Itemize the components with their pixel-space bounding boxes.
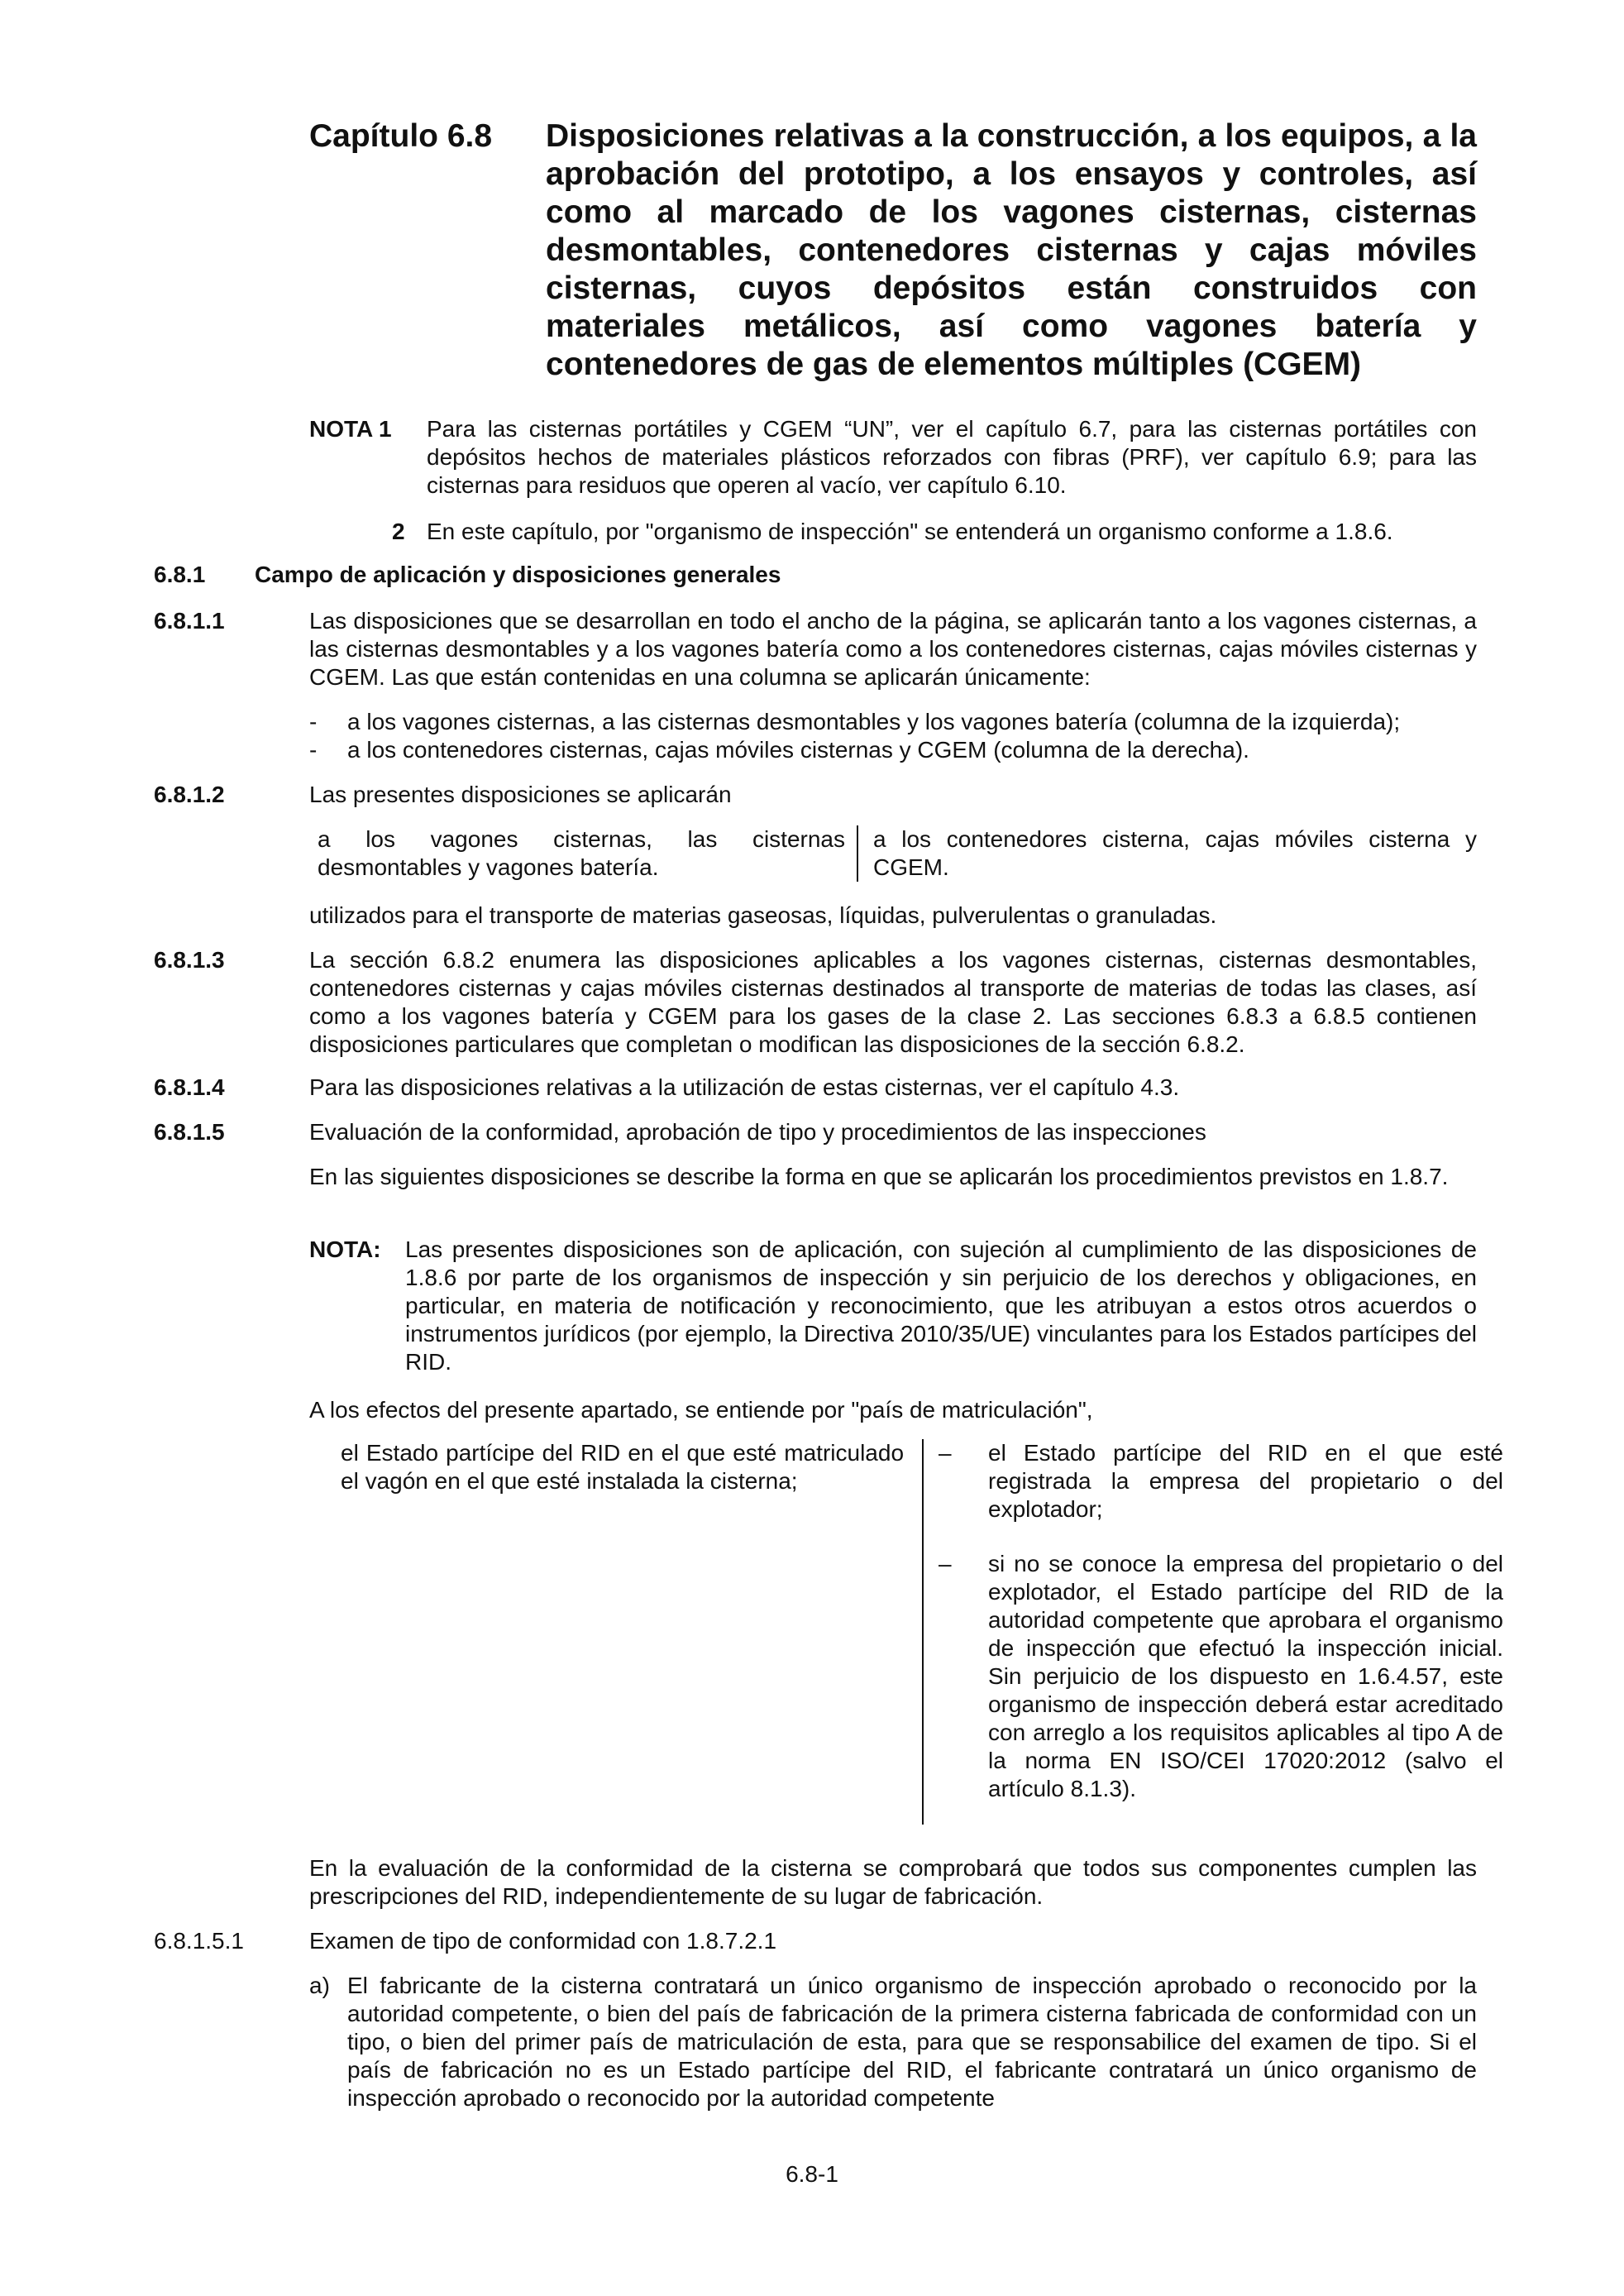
dash-marker: -	[309, 709, 318, 734]
section-6-8-1-5-note-text: Las presentes disposiciones son de aplicación, con sujeción al cumplimiento de las disposiciones de 1.8.6 por parte de los organismos de inspección y sin perjuicio de los derechos y obligaciones, en particular, en materia de notificación y reconocimiento, que les atribuyan a estos otros acuerdos o instrumentos jurídicos (por ejemplo, la Directiva 2010/35/UE) vinculantes para los Estados partícipes del RID.	[405, 1236, 1477, 1375]
right-column-item-text: si no se conoce la empresa del propietario o del explotador, el Estado partícipe del RID de la autoridad competente que aprobara el organismo de inspección que efectuó la inspección inicial. Sin perjuicio de los dispuesto en 1.6.4.57, este organismo de inspección deberá estar acreditado con arreglo a los requisitos aplicables al tipo A de la norma EN ISO/CEI 17020:2012 (salvo el artículo 8.1.3).	[988, 1551, 1503, 1801]
section-6-8-1-number: 6.8.1	[154, 562, 206, 587]
dash-marker: –	[939, 1551, 952, 1576]
section-6-8-1-5-paragraph-1: En las siguientes disposiciones se describe la forma en que se aplicarán los procedimientos previstos en 1.8.7.	[309, 1164, 1449, 1189]
section-6-8-1-5-paragraph-3: En la evaluación de la conformidad de la cisterna se comprobará que todos sus componentes cumplen las prescripciones del RID, independientemente de su lugar de fabricación.	[309, 1855, 1477, 1909]
list-item	[309, 708, 1477, 736]
list-item-text: a los vagones cisternas, a las cisternas desmontables y los vagones batería (columna de la izquierda);	[347, 709, 1401, 734]
right-column-item	[924, 1550, 1503, 1803]
right-column: a los contenedores cisterna, cajas móviles cisterna y CGEM.	[857, 825, 1477, 882]
section-6-8-1-5-1-number: 6.8.1.5.1	[154, 1928, 244, 1954]
right-column-item-text: el Estado partícipe del RID en el que esté registrada la empresa del propietario o del explotador;	[988, 1440, 1503, 1522]
left-column: el Estado partícipe del RID en el que esté matriculado el vagón en el que esté instalada la cisterna;	[341, 1440, 905, 1494]
section-6-8-1-2-number: 6.8.1.2	[154, 782, 225, 807]
section-6-8-1-title: Campo de aplicación y disposiciones generales	[255, 562, 781, 587]
section-6-8-1-1-list	[309, 708, 1477, 764]
section-6-8-1-5-1-title: Examen de tipo de conformidad con 1.8.7.2.1	[309, 1928, 777, 1954]
chapter-title: Disposiciones relativas a la construcción, a los equipos, a la aprobación del prototipo, a los ensayos y controles, así como al marcado de los vagones cisternas, cisternas desmontables, contenedores cisternas y cajas móviles cisternas, cuyos depósitos están construidos con materiales metálicos, así como vagones batería y contenedores de gas de elementos múltiples (CGEM)	[546, 118, 1477, 382]
section-6-8-1-5-note-label: NOTA:	[309, 1236, 381, 1262]
section-6-8-1-2-intro: Las presentes disposiciones se aplicarán	[309, 782, 732, 807]
page-number: 6.8-1	[786, 2161, 838, 2187]
chapter-number: Capítulo 6.8	[309, 118, 493, 154]
section-6-8-1-4-number: 6.8.1.4	[154, 1074, 225, 1100]
list-item-text: a los contenedores cisternas, cajas móviles cisternas y CGEM (columna de la derecha).	[347, 737, 1249, 763]
list-item	[309, 736, 1477, 764]
dash-marker: -	[309, 737, 318, 763]
note-2-text: En este capítulo, por "organismo de inspección" se entenderá un organismo conforme a 1.8.6.	[427, 519, 1393, 544]
section-6-8-1-5-paragraph-2: A los efectos del presente apartado, se entiende por "país de matriculación",	[309, 1397, 1093, 1423]
note-2-label: 2	[392, 519, 405, 544]
section-6-8-1-4-text: Para las disposiciones relativas a la utilización de estas cisternas, ver el capítulo 4.3.	[309, 1074, 1180, 1100]
section-6-8-1-1-number: 6.8.1.1	[154, 608, 225, 634]
section-6-8-1-2-after: utilizados para el transporte de materias gaseosas, líquidas, pulverulentas o granuladas.	[309, 902, 1217, 928]
item-a-text: El fabricante de la cisterna contratará un único organismo de inspección aprobado o reconocido por la autoridad competente, o bien del país de fabricación de la primera cisterna fabricada de conformidad con un tipo, o bien del primer país de matriculación de esta, para que se responsabilice del examen de tipo. Si el país de fabricación no es un Estado partícipe del RID, el fabricante contratará un único organismo de inspección aprobado o reconocido por la autoridad competente	[347, 1973, 1477, 2111]
item-a-marker: a)	[309, 1973, 330, 1998]
section-6-8-1-3-number: 6.8.1.3	[154, 947, 225, 973]
dash-marker: –	[939, 1440, 952, 1466]
section-6-8-1-3-text: La sección 6.8.2 enumera las disposiciones aplicables a los vagones cisternas, cisternas desmontables, contenedores cisternas y cajas móviles cisternas destinados al transporte de materias de todas las clases, así como a los vagones batería y CGEM para los gases de la clase 2. Las secciones 6.8.3 a 6.8.5 contienen disposiciones particulares que completan o modifican las disposiciones de la sección 6.8.2.	[309, 947, 1477, 1057]
section-6-8-1-1-text: Las disposiciones que se desarrollan en todo el ancho de la página, se aplicarán tanto a los vagones cisternas, a las cisternas desmontables y a los vagones batería como a los contenedores cisternas, cajas móviles cisternas y CGEM. Las que están contenidas en una columna se aplicarán únicamente:	[309, 608, 1477, 690]
left-column: a los vagones cisternas, las cisternas desmontables y vagones batería.	[318, 826, 845, 880]
section-6-8-1-2-columns	[318, 825, 1477, 882]
section-6-8-1-5-title: Evaluación de la conformidad, aprobación de tipo y procedimientos de las inspecciones	[309, 1119, 1206, 1145]
note-1-label: NOTA 1	[309, 416, 392, 442]
right-column	[922, 1439, 1503, 1825]
registration-country-columns	[341, 1439, 1503, 1825]
right-column-item	[924, 1439, 1503, 1523]
note-1-text: Para las cisternas portátiles y CGEM “UN”, ver el capítulo 6.7, para las cisternas portátiles con depósitos hechos de materiales plásticos reforzados con fibras (PRF), ver capítulo 6.9; para las cisternas para residuos que operen al vacío, ver capítulo 6.10.	[427, 416, 1477, 498]
section-6-8-1-5-number: 6.8.1.5	[154, 1119, 225, 1145]
